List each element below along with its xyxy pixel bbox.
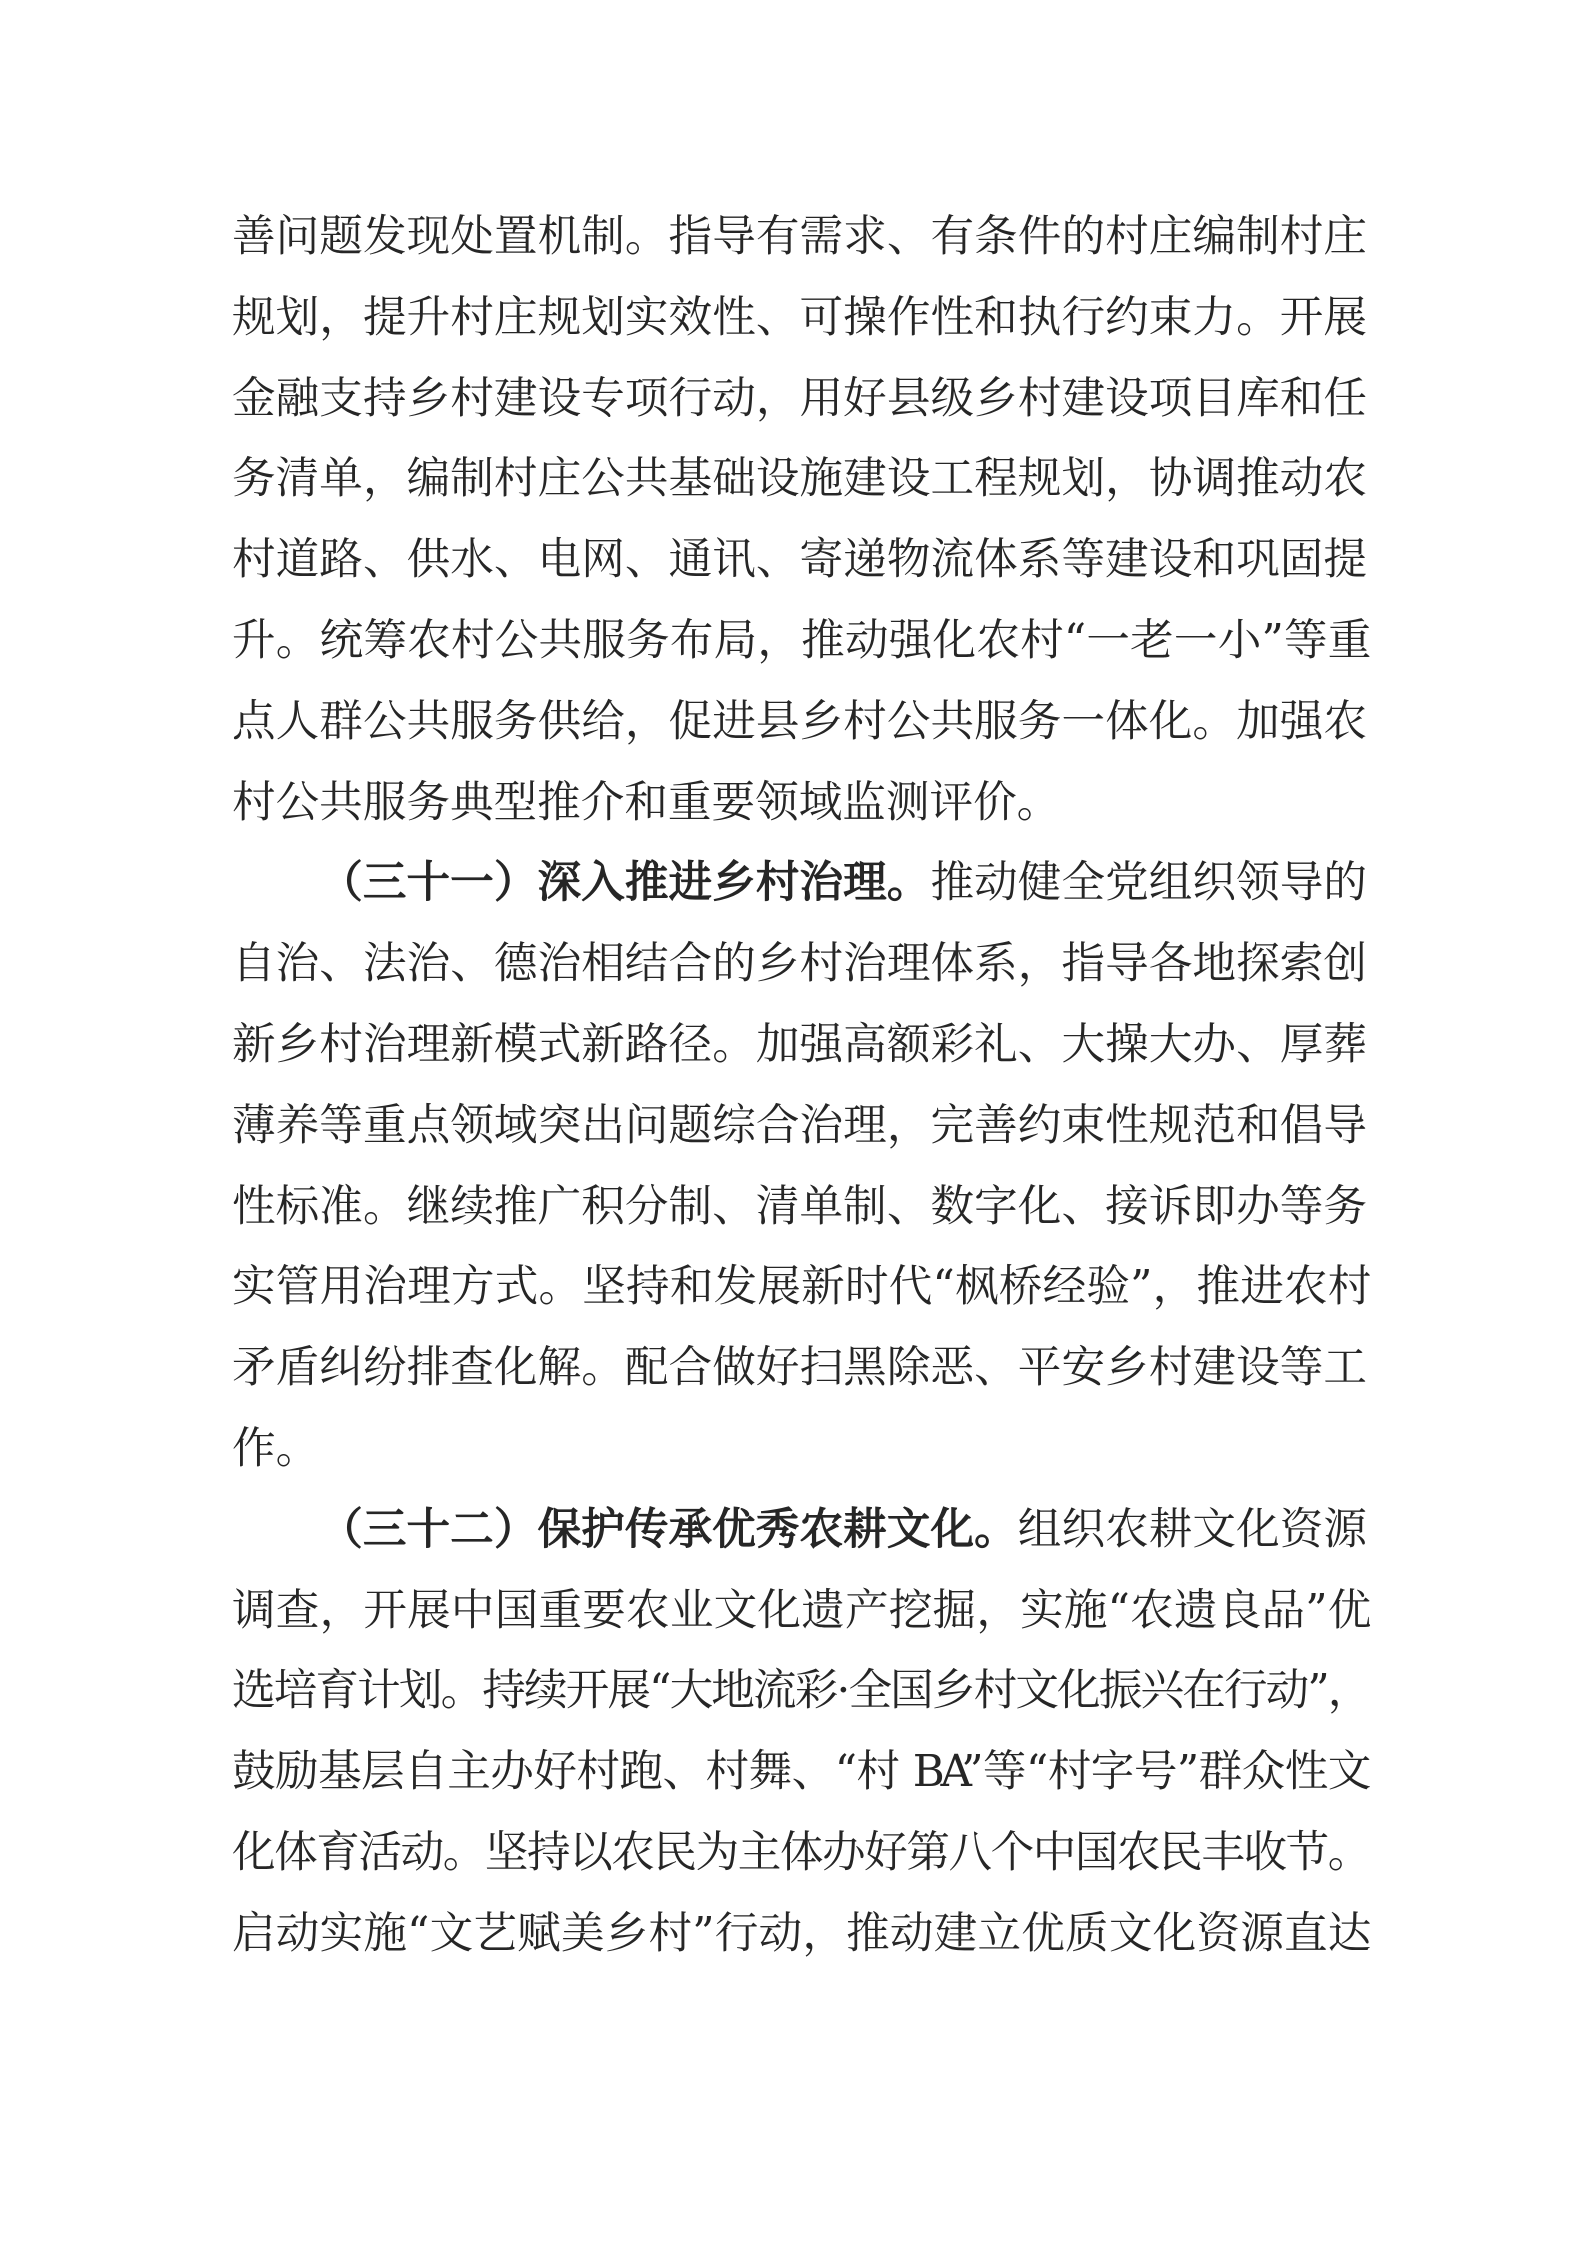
text-line bbox=[232, 1651, 1367, 1732]
text-line bbox=[232, 1894, 1367, 1975]
text-line bbox=[232, 1732, 1367, 1813]
paragraph-continuation-village-construction bbox=[232, 197, 1367, 843]
body-text: 点人群公共服务供给，促进县乡村公共服务一体化。加强农 bbox=[232, 696, 1367, 747]
text-line bbox=[232, 1247, 1367, 1328]
body-text: 务清单，编制村庄公共基础设施建设工程规划，协调推动农 bbox=[232, 454, 1367, 505]
text-line bbox=[232, 1490, 1367, 1571]
body-text: 鼓励基层自主办好村跑、村舞、“村 BA”等“村字号”群众性文 bbox=[232, 1747, 1367, 1798]
text-line bbox=[232, 1086, 1367, 1167]
body-text: 启动实施“文艺赋美乡村”行动，推动建立优质文化资源直达 bbox=[232, 1908, 1367, 1959]
body-text: 推动健全党组织领导的 bbox=[930, 858, 1368, 909]
body-text: 金融支持乡村建设专项行动，用好县级乡村建设项目库和任 bbox=[232, 373, 1367, 424]
text-line bbox=[232, 682, 1367, 763]
body-text: 新乡村治理新模式新路径。加强高额彩礼、大操大办、厚葬 bbox=[232, 1019, 1367, 1070]
text-line bbox=[232, 601, 1367, 682]
body-text: 善问题发现处置机制。指导有需求、有条件的村庄编制村庄 bbox=[232, 212, 1367, 262]
body-text: 升。统筹农村公共服务布局，推动强化农村“一老一小”等重 bbox=[232, 615, 1367, 666]
body-text: 作。 bbox=[232, 1423, 320, 1474]
text-line bbox=[232, 1328, 1367, 1409]
text-line bbox=[232, 439, 1367, 520]
paragraph-section-32-farming-culture bbox=[232, 1490, 1367, 1975]
body-text: 矛盾纠纷排查化解。配合做好扫黑除恶、平安乡村建设等工 bbox=[232, 1343, 1367, 1394]
body-text: 性标准。继续推广积分制、清单制、数字化、接诉即办等务 bbox=[232, 1181, 1367, 1232]
text-line bbox=[232, 843, 1367, 924]
body-text: 规划，提升村庄规划实效性、可操作性和执行约束力。开展 bbox=[232, 292, 1367, 343]
body-text: 村公共服务典型推介和重要领域监测评价。 bbox=[232, 777, 1061, 828]
text-line bbox=[232, 1005, 1367, 1086]
paragraph-section-31-rural-governance bbox=[232, 843, 1367, 1489]
text-line bbox=[232, 924, 1367, 1005]
text-line bbox=[232, 278, 1367, 359]
section-heading-text: （三十二）保护传承优秀农耕文化。 bbox=[319, 1503, 1018, 1555]
section-heading-text: （三十一）深入推进乡村治理。 bbox=[319, 857, 931, 909]
text-line bbox=[232, 1409, 1367, 1490]
body-text: 调查，开展中国重要农业文化遗产挖掘，实施“农遗良品”优 bbox=[232, 1585, 1367, 1636]
body-text: 选培育计划。持续开展“大地流彩·全国乡村文化振兴在行动”， bbox=[232, 1666, 1367, 1717]
text-line bbox=[232, 1167, 1367, 1248]
body-text: 实管用治理方式。坚持和发展新时代“枫桥经验”，推进农村 bbox=[232, 1262, 1367, 1313]
text-line bbox=[232, 763, 1367, 844]
body-text: 化体育活动。坚持以农民为主体办好第八个中国农民丰收节。 bbox=[232, 1827, 1367, 1878]
text-line bbox=[232, 1813, 1367, 1894]
body-text: 村道路、供水、电网、通讯、寄递物流体系等建设和巩固提 bbox=[232, 535, 1367, 586]
text-line bbox=[232, 1571, 1367, 1652]
body-text: 薄养等重点领域突出问题综合治理，完善约束性规范和倡导 bbox=[232, 1100, 1367, 1151]
body-text: 组织农耕文化资源 bbox=[1017, 1504, 1368, 1555]
text-line bbox=[232, 520, 1367, 601]
document-body bbox=[232, 197, 1367, 1975]
body-text: 自治、法治、德治相结合的乡村治理体系，指导各地探索创 bbox=[232, 939, 1367, 990]
text-line bbox=[232, 359, 1367, 440]
text-line bbox=[232, 197, 1367, 278]
